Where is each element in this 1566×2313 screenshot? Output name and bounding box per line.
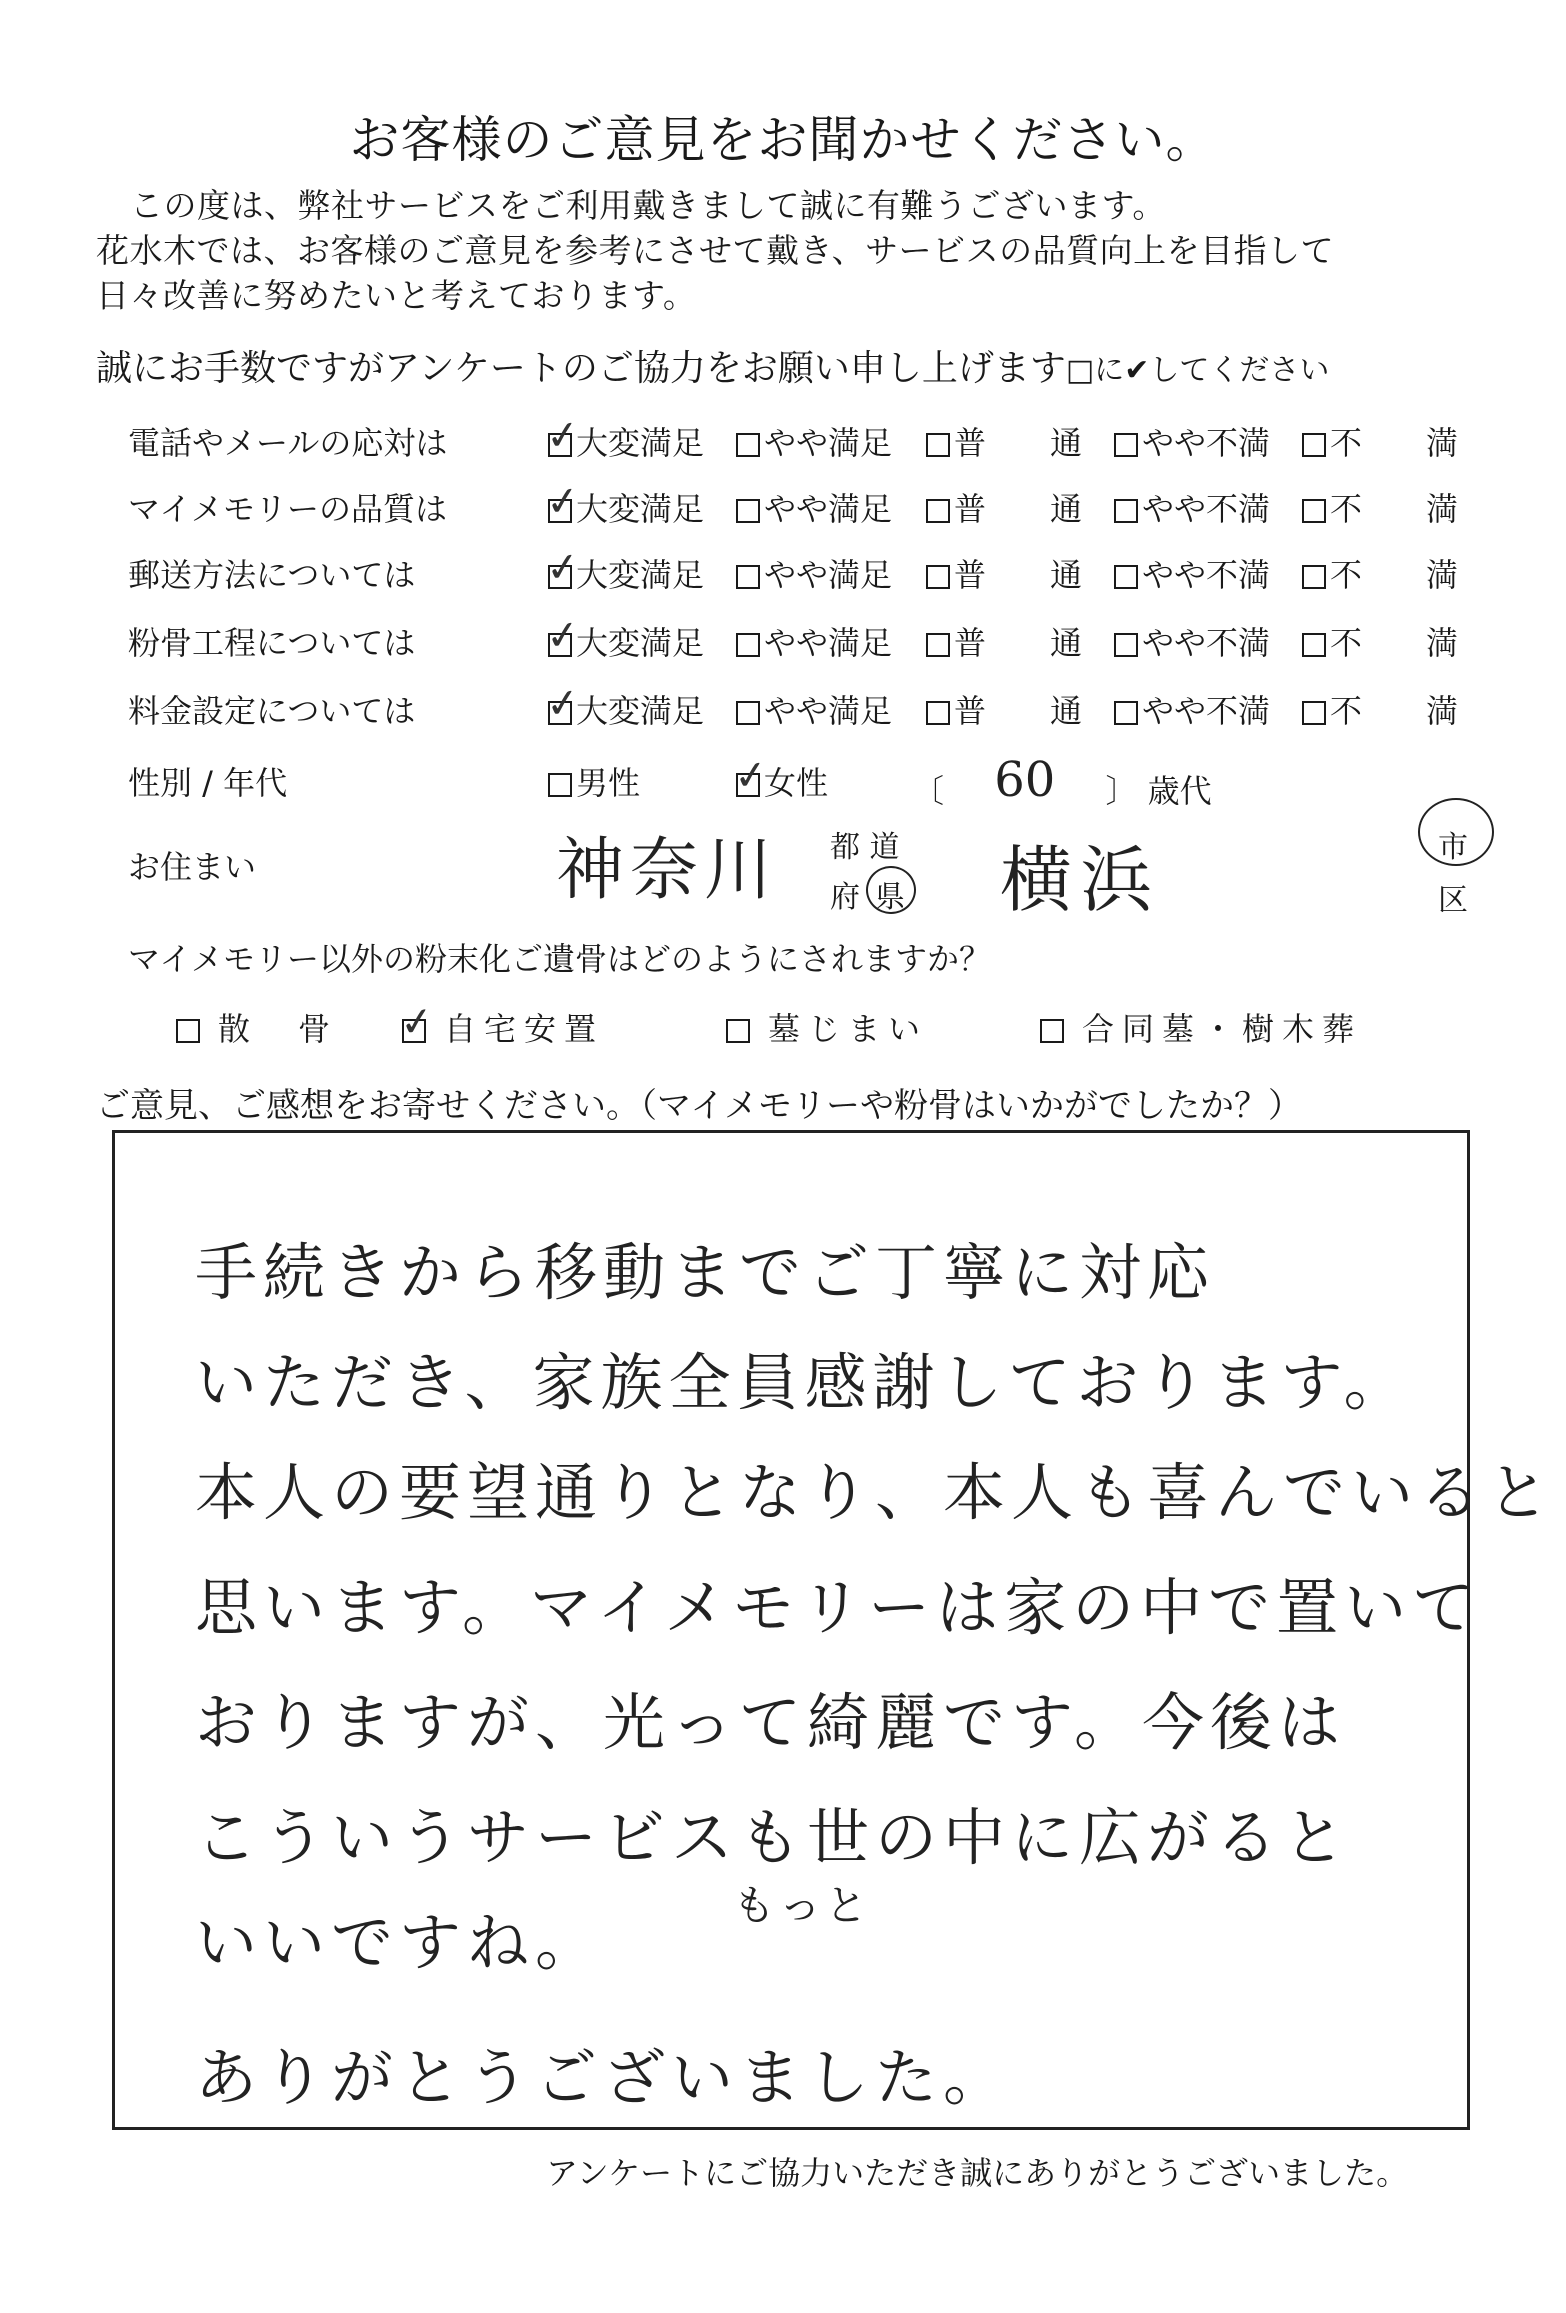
other-remains-checkbox[interactable] <box>397 996 444 1048</box>
city-suffix-shi: 市 <box>1438 830 1468 865</box>
comment-line-2: いただき、家族全員感謝しております。 <box>195 1346 1412 1419</box>
rating-checkbox[interactable] <box>736 499 760 523</box>
rating-option[interactable] <box>1114 484 1270 530</box>
rating-option[interactable] <box>543 611 705 664</box>
rating-question-row <box>0 478 1566 528</box>
rating-option-label: 不 満 <box>1330 692 1459 730</box>
rating-option[interactable] <box>736 550 892 596</box>
residence-label: お住まい <box>128 848 257 886</box>
comment-line-8: ありがとうございました。 <box>195 2041 1012 2114</box>
rating-option[interactable] <box>926 550 1082 596</box>
rating-option-label: 普 通 <box>954 692 1083 730</box>
rating-checkbox[interactable] <box>736 701 760 725</box>
rating-checkbox[interactable] <box>926 499 950 523</box>
other-remains-option-label: 合同墓・樹木葬 <box>1082 1010 1363 1048</box>
rating-option-label: やや満足 <box>764 556 893 594</box>
comment-box[interactable] <box>112 1130 1556 2130</box>
rating-option-label: 大変満足 <box>576 424 705 462</box>
comment-line-5: おりますが、光って綺麗です。今後は <box>195 1686 1347 1759</box>
rating-checkbox[interactable] <box>543 543 582 593</box>
city-suffix-ku: 区 <box>1438 883 1468 918</box>
other-remains-checkbox[interactable] <box>176 1019 200 1043</box>
check-mark-icon: ✓ <box>397 996 444 1048</box>
rating-checkbox[interactable] <box>926 701 950 725</box>
gender-age-label: 性別 / 年代 <box>128 764 288 802</box>
rating-checkbox[interactable] <box>543 411 582 461</box>
rating-option[interactable] <box>926 418 1082 464</box>
check-mark-icon: ✓ <box>543 411 582 461</box>
rating-option[interactable] <box>1302 418 1458 464</box>
comment-prompt: ご意見、ご感想をお寄せください。（マイメモリーや粉骨はいかがでしたか？） <box>96 1086 1302 1126</box>
intro-line-3: 日々改善に努めたいと考えております。 <box>96 276 697 315</box>
rating-option[interactable] <box>736 418 892 464</box>
rating-option[interactable] <box>1114 686 1270 732</box>
rating-checkbox[interactable] <box>1114 499 1138 523</box>
other-remains-option-label: 自宅安置 <box>444 1010 605 1048</box>
rating-option[interactable] <box>1114 618 1270 664</box>
rating-option[interactable] <box>543 543 705 596</box>
prefecture-circle-mark <box>866 866 916 914</box>
rating-question-label: 電話やメールの応対は <box>128 424 448 462</box>
other-remains-option-label: 散 骨 <box>218 1010 339 1048</box>
rating-option-label: やや不満 <box>1142 490 1271 528</box>
rating-option[interactable] <box>1302 686 1458 732</box>
rating-checkbox[interactable] <box>543 611 582 661</box>
rating-option-label: やや不満 <box>1142 556 1271 594</box>
rating-question-row <box>0 680 1566 730</box>
rating-option[interactable] <box>926 618 1082 664</box>
other-remains-option[interactable] <box>397 996 605 1050</box>
rating-checkbox[interactable] <box>1302 701 1326 725</box>
rating-option-label: 大変満足 <box>576 624 705 662</box>
rating-question-label: 郵送方法については <box>128 556 416 594</box>
rating-question-row <box>0 544 1566 594</box>
rating-option-label: やや満足 <box>764 490 893 528</box>
rating-option[interactable] <box>543 411 705 464</box>
rating-option-label: 普 通 <box>954 490 1083 528</box>
male-checkbox[interactable] <box>548 773 572 797</box>
rating-option[interactable] <box>736 618 892 664</box>
other-remains-checkbox[interactable] <box>1040 1019 1064 1043</box>
rating-checkbox[interactable] <box>543 477 582 527</box>
age-field[interactable] <box>912 752 1212 814</box>
rating-option[interactable] <box>1302 550 1458 596</box>
rating-option[interactable] <box>736 686 892 732</box>
page-title: お客様のご意見をお聞かせください。 <box>349 111 1217 169</box>
other-remains-option-row <box>0 998 1566 1048</box>
age-bracket-open: 〔 <box>912 772 945 810</box>
rating-checkbox[interactable] <box>1114 433 1138 457</box>
other-remains-checkbox[interactable] <box>726 1019 750 1043</box>
intro-line-2: 花水木では、お客様のご意見を参考にさせて戴き、サービスの品質向上を目指して <box>96 231 1335 270</box>
survey-request-hint: □に✔してください <box>1065 353 1330 388</box>
comment-line-1: 手続きから移動までご丁寧に対応 <box>195 1236 1216 1309</box>
pref-suffix-fu: 府 <box>830 880 860 915</box>
check-mark-icon: ✓ <box>731 751 770 801</box>
age-value: 60 <box>994 752 1056 808</box>
check-mark-icon: ✓ <box>543 679 582 729</box>
rating-checkbox[interactable] <box>736 433 760 457</box>
rating-option-label: 普 通 <box>954 624 1083 662</box>
rating-question-label: 料金設定については <box>128 692 416 730</box>
footer-thanks: アンケートにご協力いただき誠にありがとうございました。 <box>546 2154 1409 2192</box>
rating-checkbox[interactable] <box>1302 499 1326 523</box>
check-mark-icon: ✓ <box>543 477 582 527</box>
gender-age-row <box>0 751 1566 810</box>
comment-line-6: こういうサービスも世の中に広がると <box>195 1801 1352 1874</box>
other-remains-question: マイメモリー以外の粉末化ご遺骨はどのようにされますか？ <box>128 940 992 978</box>
rating-checkbox[interactable] <box>736 565 760 589</box>
rating-option[interactable] <box>543 679 705 732</box>
check-mark-icon: ✓ <box>543 543 582 593</box>
rating-question-label: 粉骨工程については <box>128 624 416 662</box>
rating-option[interactable] <box>926 484 1082 530</box>
rating-option-label: やや不満 <box>1142 424 1271 462</box>
city-circle-mark <box>1418 798 1494 866</box>
rating-option-label: やや満足 <box>764 692 893 730</box>
rating-option[interactable] <box>926 686 1082 732</box>
gender-option-female[interactable] <box>731 751 829 804</box>
male-label: 男性 <box>576 764 641 802</box>
rating-option-label: 大変満足 <box>576 692 705 730</box>
pref-suffix-top: 都 道 <box>830 830 900 865</box>
rating-question-row <box>0 612 1566 662</box>
rating-checkbox[interactable] <box>926 633 950 657</box>
rating-option[interactable] <box>1114 550 1270 596</box>
female-label: 女性 <box>764 764 829 802</box>
comment-line-4: 思います。マイメモリーは家の中で置いて <box>195 1571 1481 1644</box>
rating-option-label: やや不満 <box>1142 624 1271 662</box>
rating-option[interactable] <box>543 477 705 530</box>
rating-checkbox[interactable] <box>1302 565 1326 589</box>
gender-option-male[interactable] <box>548 758 640 804</box>
rating-option[interactable] <box>1302 618 1458 664</box>
other-remains-option[interactable] <box>1040 1004 1362 1050</box>
comment-line-3: 本人の要望通りとなり、本人も喜んでいると <box>195 1456 1556 1529</box>
rating-option-label: やや満足 <box>764 424 893 462</box>
other-remains-option[interactable] <box>726 1004 928 1050</box>
age-suffix: 歳代 <box>1147 772 1212 810</box>
intro-line-1: この度は、弊社サービスをご利用戴きまして誠に有難うございます。 <box>130 186 1166 225</box>
rating-checkbox[interactable] <box>926 433 950 457</box>
comment-insertion: もっと <box>733 1881 872 1930</box>
comment-line-7: いいですね。 <box>195 1906 604 1979</box>
rating-checkbox[interactable] <box>1114 565 1138 589</box>
other-remains-option[interactable] <box>176 1004 338 1050</box>
other-remains-option-label: 墓じまい <box>768 1010 929 1048</box>
rating-option-label: 大変満足 <box>576 556 705 594</box>
residence-city: 横浜 <box>1000 838 1161 922</box>
rating-option-label: 不 満 <box>1330 624 1459 662</box>
rating-option[interactable] <box>736 484 892 530</box>
check-mark-icon: ✓ <box>543 611 582 661</box>
rating-checkbox[interactable] <box>1114 633 1138 657</box>
survey-request-text: 誠にお手数ですがアンケートのご協力をお願い申し上げます <box>96 348 1066 389</box>
rating-question-row <box>0 412 1566 462</box>
rating-option[interactable] <box>1302 484 1458 530</box>
female-checkbox[interactable] <box>731 751 770 801</box>
rating-checkbox[interactable] <box>543 679 582 729</box>
residence-prefecture: 神奈川 <box>556 831 779 910</box>
rating-checkbox[interactable] <box>926 565 950 589</box>
rating-option-label: 不 満 <box>1330 424 1459 462</box>
rating-checkbox[interactable] <box>1302 433 1326 457</box>
survey-request <box>96 340 1329 391</box>
rating-option-label: 普 通 <box>954 556 1083 594</box>
rating-option-label: 不 満 <box>1330 556 1459 594</box>
pref-suffix-ken: 県 <box>875 880 905 915</box>
rating-checkbox[interactable] <box>1114 701 1138 725</box>
rating-option-label: やや不満 <box>1142 692 1271 730</box>
age-bracket-close: 〕 <box>1105 772 1138 810</box>
rating-option-label: 不 満 <box>1330 490 1459 528</box>
rating-option-label: 普 通 <box>954 424 1083 462</box>
rating-option-label: 大変満足 <box>576 490 705 528</box>
rating-question-label: マイメモリーの品質は <box>128 490 448 528</box>
rating-checkbox[interactable] <box>736 633 760 657</box>
rating-option-label: やや満足 <box>764 624 893 662</box>
rating-option[interactable] <box>1114 418 1270 464</box>
rating-checkbox[interactable] <box>1302 633 1326 657</box>
